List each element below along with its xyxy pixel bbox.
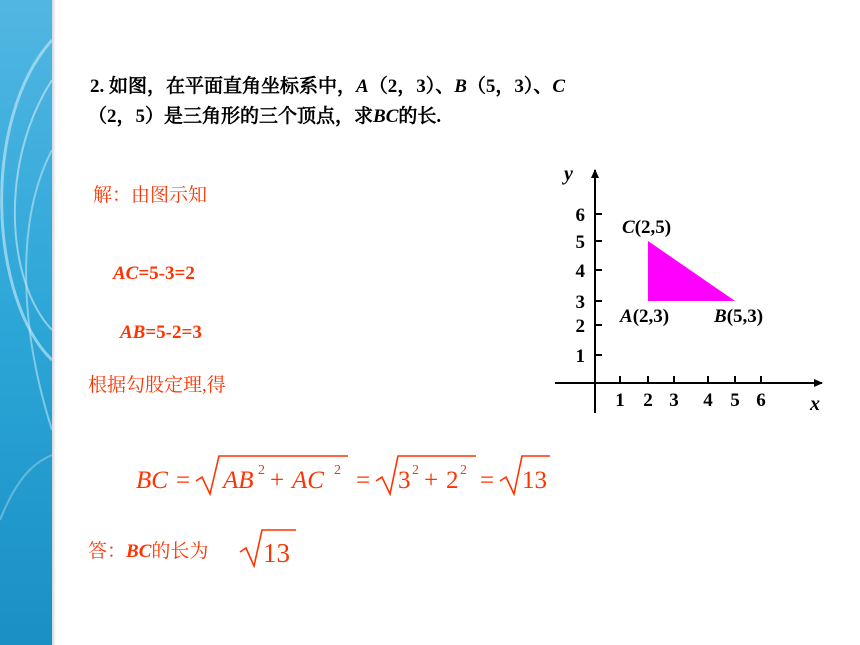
point-c-label xyxy=(622,217,671,238)
y-tick-label-2: 2 xyxy=(575,316,585,337)
formula-three: 3 xyxy=(398,467,411,494)
ab-variable: AB xyxy=(120,322,146,343)
formula-lhs: BC xyxy=(136,467,168,494)
y-tick-label-4: 4 xyxy=(575,261,585,282)
x-tick-label-5: 5 xyxy=(730,390,740,411)
ac-value: =5-3=2 xyxy=(138,263,195,284)
x-tick-label-3: 3 xyxy=(669,390,679,411)
point-b-label-coords: (5,3) xyxy=(726,306,764,327)
answer-prefix: 答： xyxy=(88,541,127,562)
formula-two: 2 xyxy=(446,467,459,494)
formula-exponent: 2 xyxy=(460,463,467,478)
formula-exponent: 2 xyxy=(412,463,419,478)
problem-text: （2，5）是三角形的三个顶点，求 xyxy=(88,106,374,127)
problem-text: 2. 如图，在平面直角坐标系中， xyxy=(90,76,357,97)
point-c-label-letter: C xyxy=(622,217,635,238)
y-tick-label-1: 1 xyxy=(575,346,585,367)
point-a-label-coords: (2,3) xyxy=(632,306,670,327)
y-tick-label-6: 6 xyxy=(575,205,585,226)
formula-result: 13 xyxy=(522,467,547,494)
point-b-label xyxy=(713,306,763,327)
y-axis-label: y xyxy=(564,163,573,185)
formula-equals: = xyxy=(480,467,495,494)
theorem-statement: 根据勾股定理,得 xyxy=(88,375,226,396)
formula-exponent: 2 xyxy=(258,463,265,478)
y-tick-label-5: 5 xyxy=(575,232,585,253)
point-b-letter: B xyxy=(454,76,467,97)
problem-line-1 xyxy=(90,71,565,98)
ab-equation xyxy=(120,322,202,344)
point-b-label-letter: B xyxy=(714,306,727,327)
point-c-label-coords: (2,5) xyxy=(634,217,672,238)
point-c-letter: C xyxy=(552,76,566,97)
solution-intro: 解：由图示知 xyxy=(93,185,208,206)
answer-variable: BC xyxy=(126,541,152,562)
point-a-label-letter: A xyxy=(620,306,633,327)
problem-text: 的长. xyxy=(398,106,442,127)
x-tick-label-1: 1 xyxy=(615,390,625,411)
coordinate-graph xyxy=(540,158,840,428)
y-tick-label-3: 3 xyxy=(575,292,585,313)
triangle xyxy=(648,241,735,301)
answer-statement xyxy=(88,536,208,563)
answer-radical xyxy=(238,526,308,570)
triangle-abc xyxy=(648,241,735,301)
decorative-sidebar xyxy=(0,0,52,645)
ac-equation xyxy=(113,263,195,285)
point-a-label xyxy=(619,306,669,327)
problem-text: （2，3）、 xyxy=(368,76,455,97)
x-axis-label: x xyxy=(810,393,820,415)
formula-exponent: 2 xyxy=(334,463,341,478)
formula-plus: + xyxy=(270,467,285,494)
formula-plus: + xyxy=(424,467,439,494)
answer-text: 的长为 xyxy=(151,541,209,562)
formula-ac: AC xyxy=(292,467,324,494)
segment-bc: BC xyxy=(373,106,399,127)
sidebar-divider xyxy=(52,0,56,645)
formula-ab: AB xyxy=(223,467,254,494)
x-tick-label-4: 4 xyxy=(703,390,713,411)
answer-value: 13 xyxy=(263,538,290,568)
problem-text: （5，3）、 xyxy=(466,76,553,97)
formula-equals: = xyxy=(356,467,371,494)
pythagorean-formula xyxy=(130,448,560,504)
formula-equals: = xyxy=(176,467,191,494)
x-tick-label-6: 6 xyxy=(756,390,766,411)
point-a-letter: A xyxy=(356,76,369,97)
ac-variable: AC xyxy=(113,263,139,284)
ab-value: =5-2=3 xyxy=(145,322,202,343)
x-tick-label-2: 2 xyxy=(643,390,653,411)
problem-line-2 xyxy=(88,101,441,128)
